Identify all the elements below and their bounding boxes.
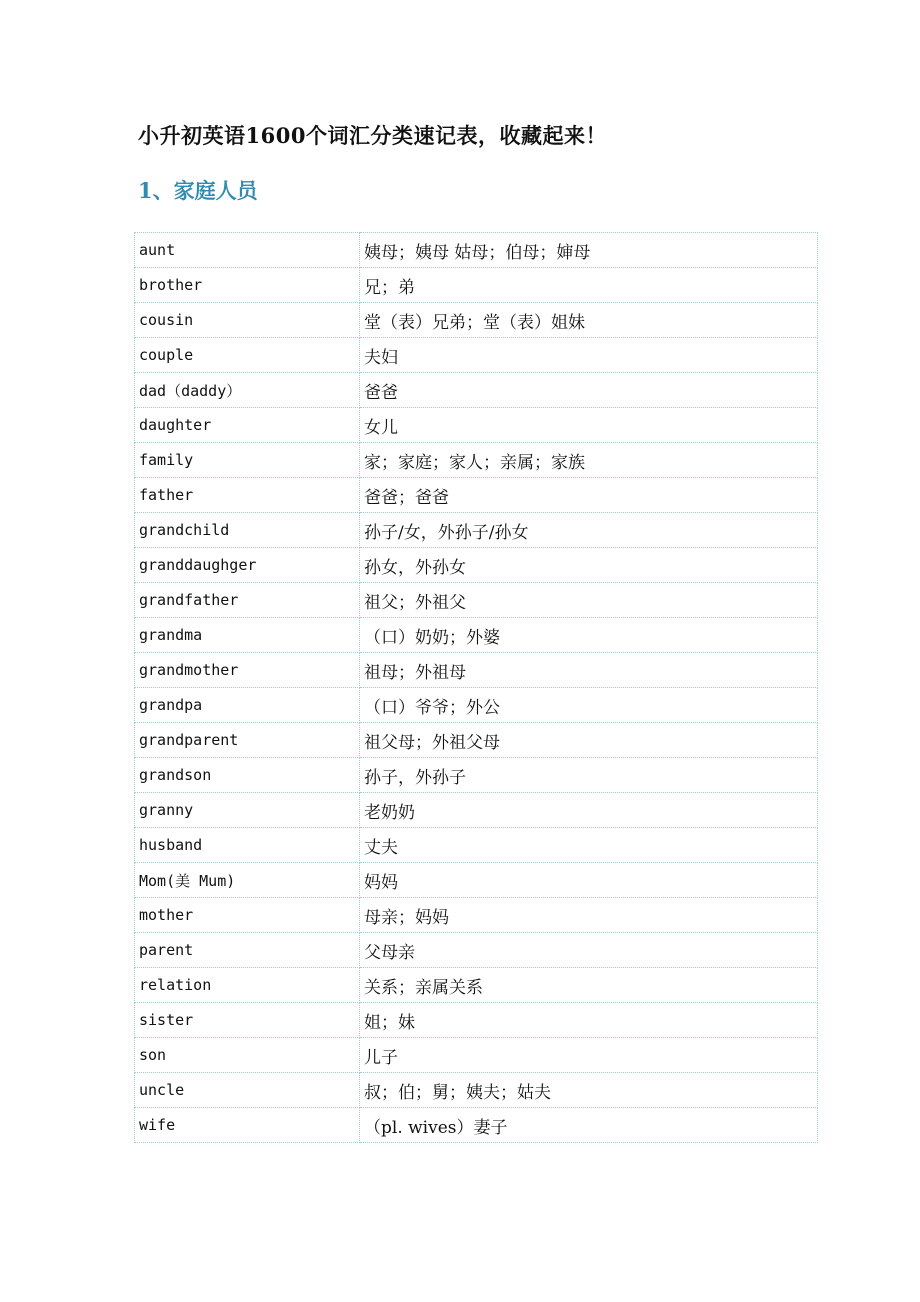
english-word-cell: father [135,478,360,513]
english-word-cell: grandmother [135,653,360,688]
table-row [135,828,818,863]
table-row [135,303,818,338]
chinese-meaning-cell: 堂（表）兄弟；堂（表）姐妹 [360,303,818,338]
english-word-cell: uncle [135,1073,360,1108]
chinese-meaning-cell: 孙女，外孙女 [360,548,818,583]
chinese-meaning-cell: 祖父；外祖父 [360,583,818,618]
table-row [135,618,818,653]
english-word-cell: mother [135,898,360,933]
english-word-cell: son [135,1038,360,1073]
table-row [135,898,818,933]
english-word-cell: grandchild [135,513,360,548]
table-row [135,1108,818,1143]
table-row [135,933,818,968]
table-row [135,233,818,268]
chinese-meaning-cell: 父母亲 [360,933,818,968]
english-word-cell: grandfather [135,583,360,618]
chinese-meaning-cell: 叔；伯；舅；姨夫；姑夫 [360,1073,818,1108]
table-row [135,723,818,758]
table-row [135,968,818,1003]
table-row [135,338,818,373]
english-word-cell: Mom(美 Mum) [135,863,360,898]
vocabulary-table-body [135,233,818,1143]
section-heading: 1、家庭人员 [138,178,258,203]
chinese-meaning-cell: 老奶奶 [360,793,818,828]
english-word-cell: sister [135,1003,360,1038]
table-row [135,1003,818,1038]
english-word-cell: grandpa [135,688,360,723]
chinese-meaning-cell: （口）爷爷；外公 [360,688,818,723]
table-row [135,443,818,478]
chinese-meaning-cell: （pl. wives）妻子 [360,1108,818,1143]
english-word-cell: wife [135,1108,360,1143]
english-word-cell: husband [135,828,360,863]
page-title: 小升初英语1600个词汇分类速记表，收藏起来！ [138,123,607,148]
chinese-meaning-cell: 孙子，外孙子 [360,758,818,793]
english-word-cell: grandma [135,618,360,653]
table-row [135,1073,818,1108]
table-row [135,793,818,828]
table-row [135,548,818,583]
english-word-cell: daughter [135,408,360,443]
vocabulary-table [134,232,818,1143]
chinese-meaning-cell: 关系；亲属关系 [360,968,818,1003]
english-word-cell: parent [135,933,360,968]
table-row [135,268,818,303]
table-row [135,688,818,723]
english-word-cell: granny [135,793,360,828]
chinese-meaning-cell: 祖母；外祖母 [360,653,818,688]
chinese-meaning-cell: 姨母；姨母 姑母；伯母；婶母 [360,233,818,268]
chinese-meaning-cell: 家；家庭；家人；亲属；家族 [360,443,818,478]
table-row [135,583,818,618]
table-row [135,373,818,408]
table-row [135,653,818,688]
english-word-cell: relation [135,968,360,1003]
chinese-meaning-cell: 母亲；妈妈 [360,898,818,933]
english-word-cell: dad（daddy） [135,373,360,408]
table-row [135,408,818,443]
table-row [135,513,818,548]
chinese-meaning-cell: （口）奶奶；外婆 [360,618,818,653]
table-row [135,863,818,898]
chinese-meaning-cell: 姐；妹 [360,1003,818,1038]
chinese-meaning-cell: 孙子/女，外孙子/孙女 [360,513,818,548]
english-word-cell: cousin [135,303,360,338]
chinese-meaning-cell: 丈夫 [360,828,818,863]
english-word-cell: family [135,443,360,478]
english-word-cell: grandson [135,758,360,793]
chinese-meaning-cell: 爸爸 [360,373,818,408]
table-row [135,1038,818,1073]
english-word-cell: granddaughger [135,548,360,583]
english-word-cell: aunt [135,233,360,268]
chinese-meaning-cell: 爸爸；爸爸 [360,478,818,513]
chinese-meaning-cell: 祖父母；外祖父母 [360,723,818,758]
table-row [135,478,818,513]
chinese-meaning-cell: 妈妈 [360,863,818,898]
chinese-meaning-cell: 兄；弟 [360,268,818,303]
english-word-cell: brother [135,268,360,303]
table-row [135,758,818,793]
chinese-meaning-cell: 儿子 [360,1038,818,1073]
english-word-cell: couple [135,338,360,373]
english-word-cell: grandparent [135,723,360,758]
chinese-meaning-cell: 夫妇 [360,338,818,373]
chinese-meaning-cell: 女儿 [360,408,818,443]
